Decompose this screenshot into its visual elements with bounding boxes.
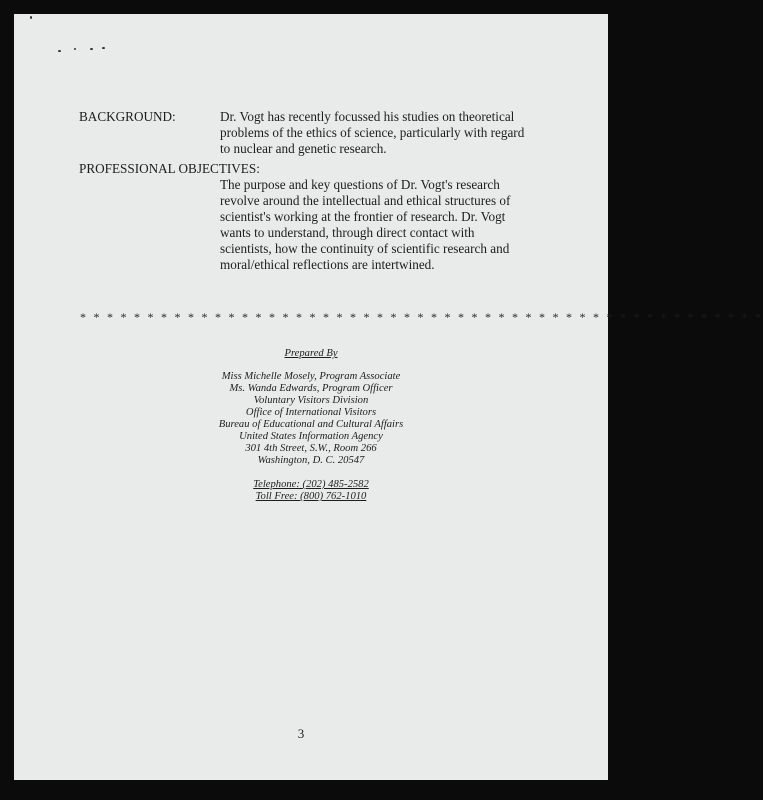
background-line: Dr. Vogt has recently focussed his studies on theoretical [220,109,515,124]
contact-line: Miss Michelle Mosely, Program Associate [221,371,401,382]
contact-line: United States Information Agency [239,431,383,442]
background-section [14,109,608,159]
scan-specks [30,14,150,74]
background-text [220,109,524,157]
objectives-text [220,177,510,273]
contact-line: Voluntary Visitors Division [253,395,369,406]
objectives-line: scientists, how the continuity of scientific research and [220,241,510,256]
contact-line: Bureau of Educational and Cultural Affairs [218,419,404,430]
prepared-by-heading: Prepared By [284,348,338,359]
objectives-line: The purpose and key questions of Dr. Vogt's research [220,177,500,192]
document-page [14,14,763,780]
objectives-line: scientist's working at the frontier of research. Dr. Vogt [220,209,506,224]
contact-line: Ms. Wanda Edwards, Program Officer [229,383,393,394]
asterisk-divider: * * * * * * * * * * * * * * * * * * * * * * * * * * * * * * * * * * * * * * * * * * * * * * * * * * * [80,310,763,324]
telephone: Telephone: (202) 485-2582 [253,479,369,490]
contact-line: 301 4th Street, S.W., Room 266 [245,443,377,454]
background-line: problems of the ethics of science, particularly with regard [220,125,525,140]
objectives-label: PROFESSIONAL OBJECTIVES: [79,161,260,176]
background-line: to nuclear and genetic research. [220,141,387,156]
objectives-section [14,161,608,271]
objectives-line: moral/ethical reflections are intertwined. [220,257,435,272]
objectives-line: wants to understand, through direct contact with [220,225,475,240]
background-label: BACKGROUND: [79,109,176,124]
prepared-by-block [14,348,608,503]
page-number: 3 [297,726,305,741]
objectives-line: revolve around the intellectual and ethical structures of [220,193,511,208]
toll-free: Toll Free: (800) 762-1010 [255,491,367,502]
contact-line: Office of International Visitors [245,407,377,418]
contact-line: Washington, D. C. 20547 [257,455,365,466]
